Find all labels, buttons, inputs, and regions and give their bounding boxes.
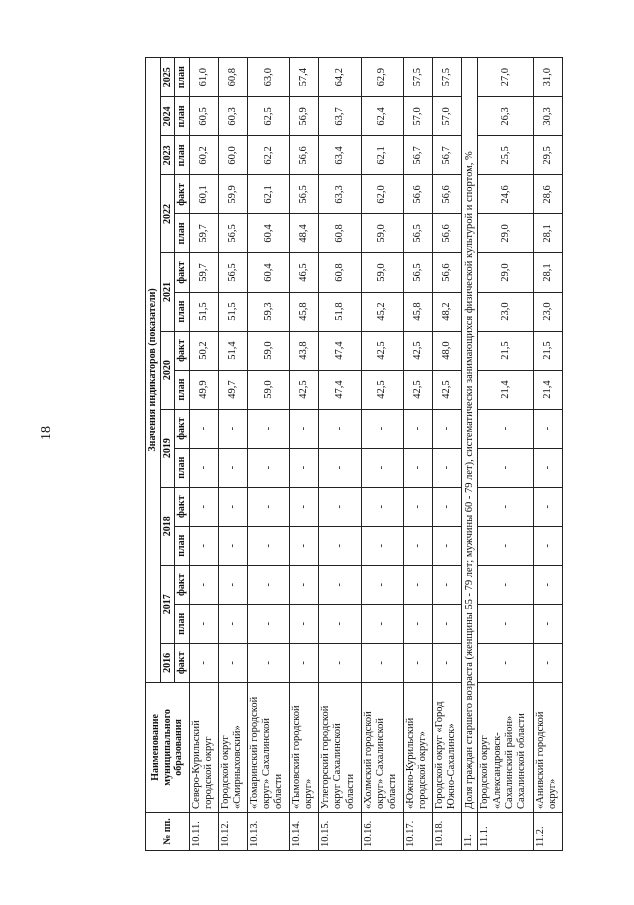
header-subcolumn: факт xyxy=(175,175,190,214)
municipality-name: Углегорский городской округ Сахалинской области xyxy=(319,682,361,812)
value-cell: - xyxy=(290,643,319,682)
value-cell: 42,5 xyxy=(403,331,432,370)
value-cell: - xyxy=(433,409,462,448)
value-cell: 60,5 xyxy=(189,97,218,136)
value-cell: - xyxy=(478,487,533,526)
value-cell: 60,8 xyxy=(319,214,361,253)
header-year: 2018 xyxy=(160,487,175,565)
municipality-name: Городской округ «Смирныховский» xyxy=(218,682,247,812)
value-cell: 56,6 xyxy=(403,175,432,214)
header-year: 2019 xyxy=(160,409,175,487)
value-cell: - xyxy=(247,604,289,643)
value-cell: 56,6 xyxy=(433,253,462,292)
value-cell: - xyxy=(478,565,533,604)
value-cell: - xyxy=(361,565,403,604)
value-cell: 50,2 xyxy=(189,331,218,370)
value-cell: - xyxy=(403,526,432,565)
value-cell: - xyxy=(319,604,361,643)
table-row xyxy=(361,58,403,851)
value-cell: 49,9 xyxy=(189,370,218,409)
value-cell: - xyxy=(433,487,462,526)
value-cell: 21,4 xyxy=(533,370,562,409)
value-cell: - xyxy=(247,487,289,526)
value-cell: 49,7 xyxy=(218,370,247,409)
value-cell: 56,5 xyxy=(403,253,432,292)
value-cell: - xyxy=(290,526,319,565)
municipality-name: «Томаринский городской округ» Сахалинской области xyxy=(247,682,289,812)
value-cell: 56,9 xyxy=(290,97,319,136)
value-cell: - xyxy=(533,643,562,682)
value-cell: 45,2 xyxy=(361,292,403,331)
value-cell: - xyxy=(478,409,533,448)
value-cell: 48,2 xyxy=(433,292,462,331)
value-cell: 62,0 xyxy=(361,175,403,214)
value-cell: - xyxy=(290,565,319,604)
value-cell: 21,4 xyxy=(478,370,533,409)
value-cell: - xyxy=(478,448,533,487)
value-cell: - xyxy=(319,409,361,448)
header-year: 2025 xyxy=(160,58,175,97)
header-subcolumn: факт xyxy=(175,565,190,604)
value-cell: - xyxy=(403,448,432,487)
value-cell: 27,0 xyxy=(478,58,533,97)
table-header xyxy=(146,58,190,851)
value-cell: 23,0 xyxy=(533,292,562,331)
header-year: 2023 xyxy=(160,136,175,175)
value-cell: 64,2 xyxy=(319,58,361,97)
value-cell: - xyxy=(533,409,562,448)
value-cell: 56,5 xyxy=(403,214,432,253)
value-cell: 59,0 xyxy=(361,214,403,253)
value-cell: 57,4 xyxy=(290,58,319,97)
municipality-name: «Анивский городской округ» xyxy=(533,682,562,812)
header-subcolumn: факт xyxy=(175,643,190,682)
value-cell: - xyxy=(189,526,218,565)
value-cell: - xyxy=(247,643,289,682)
table-row xyxy=(533,58,562,851)
value-cell: 57,0 xyxy=(433,97,462,136)
value-cell: 60,4 xyxy=(247,214,289,253)
row-number: 10.18. xyxy=(433,812,462,850)
value-cell: 60,8 xyxy=(319,253,361,292)
value-cell: - xyxy=(433,604,462,643)
value-cell: - xyxy=(218,526,247,565)
value-cell: 21,5 xyxy=(478,331,533,370)
value-cell: 29,0 xyxy=(478,214,533,253)
header-subcolumn: факт xyxy=(175,409,190,448)
value-cell: 48,4 xyxy=(290,214,319,253)
rotated-table-container xyxy=(145,57,563,851)
value-cell: 62,1 xyxy=(247,175,289,214)
value-cell: - xyxy=(533,604,562,643)
value-cell: 51,5 xyxy=(218,292,247,331)
header-subcolumn: план xyxy=(175,136,190,175)
value-cell: 45,8 xyxy=(290,292,319,331)
header-subcolumn: план xyxy=(175,448,190,487)
value-cell: 59,0 xyxy=(247,370,289,409)
header-year: 2016 xyxy=(160,643,175,682)
value-cell: - xyxy=(247,565,289,604)
municipality-name: «Южно-Курильский городской округ» xyxy=(403,682,432,812)
value-cell: - xyxy=(319,448,361,487)
value-cell: 23,0 xyxy=(478,292,533,331)
value-cell: 60,3 xyxy=(218,97,247,136)
value-cell: - xyxy=(361,526,403,565)
value-cell: - xyxy=(290,604,319,643)
value-cell: 59,9 xyxy=(218,175,247,214)
value-cell: 63,0 xyxy=(247,58,289,97)
value-cell: 62,5 xyxy=(247,97,289,136)
value-cell: - xyxy=(433,643,462,682)
header-subcolumn: план xyxy=(175,292,190,331)
value-cell: - xyxy=(533,526,562,565)
value-cell: - xyxy=(361,409,403,448)
header-values-group: Значения индикаторов (показатели) xyxy=(146,58,161,683)
value-cell: 31,0 xyxy=(533,58,562,97)
row-number: 10.15. xyxy=(319,812,361,850)
value-cell: 42,5 xyxy=(403,370,432,409)
value-cell: - xyxy=(290,448,319,487)
value-cell: - xyxy=(361,643,403,682)
header-subcolumn: план xyxy=(175,97,190,136)
value-cell: - xyxy=(319,643,361,682)
value-cell: - xyxy=(247,448,289,487)
header-year: 2021 xyxy=(160,253,175,331)
value-cell: - xyxy=(290,409,319,448)
header-subcolumn: план xyxy=(175,58,190,97)
value-cell: 61,0 xyxy=(189,58,218,97)
value-cell: - xyxy=(189,487,218,526)
value-cell: - xyxy=(218,604,247,643)
value-cell: - xyxy=(433,448,462,487)
value-cell: - xyxy=(189,448,218,487)
value-cell: 21,5 xyxy=(533,331,562,370)
municipality-name: «Тымовский городской округ» xyxy=(290,682,319,812)
municipality-name: «Холмский городской округ» Сахалинской области xyxy=(361,682,403,812)
value-cell: 28,6 xyxy=(533,175,562,214)
value-cell: 62,4 xyxy=(361,97,403,136)
value-cell: - xyxy=(533,565,562,604)
value-cell: 56,6 xyxy=(433,175,462,214)
value-cell: 42,5 xyxy=(361,331,403,370)
value-cell: 29,0 xyxy=(478,253,533,292)
table-row xyxy=(403,58,432,851)
value-cell: - xyxy=(319,526,361,565)
value-cell: 56,5 xyxy=(290,175,319,214)
row-number: 11. xyxy=(462,812,478,850)
municipality-name: Городской округ «Александровск-Сахалинский район» Сахалинской области xyxy=(478,682,533,812)
value-cell: 63,4 xyxy=(319,136,361,175)
value-cell: - xyxy=(478,604,533,643)
section-title: Доля граждан старшего возраста (женщины 55 - 79 лет; мужчины 60 - 79 лет), систематически занимающихся физической культурой и спортом, % xyxy=(462,58,478,813)
row-number: 11.2. xyxy=(533,812,562,850)
table-row xyxy=(290,58,319,851)
value-cell: - xyxy=(361,448,403,487)
value-cell: - xyxy=(361,604,403,643)
header-number: № пп. xyxy=(146,812,190,850)
value-cell: 51,5 xyxy=(189,292,218,331)
value-cell: 28,1 xyxy=(533,253,562,292)
table-row xyxy=(247,58,289,851)
value-cell: 56,6 xyxy=(290,136,319,175)
value-cell: 45,8 xyxy=(403,292,432,331)
header-year: 2024 xyxy=(160,97,175,136)
value-cell: 42,5 xyxy=(361,370,403,409)
value-cell: - xyxy=(218,565,247,604)
header-subcolumn: план xyxy=(175,604,190,643)
value-cell: 60,1 xyxy=(189,175,218,214)
value-cell: - xyxy=(189,604,218,643)
value-cell: 63,3 xyxy=(319,175,361,214)
value-cell: 57,0 xyxy=(403,97,432,136)
value-cell: - xyxy=(478,526,533,565)
value-cell: 60,4 xyxy=(247,253,289,292)
header-year: 2020 xyxy=(160,331,175,409)
row-number: 11.1. xyxy=(478,812,533,850)
value-cell: 60,0 xyxy=(218,136,247,175)
value-cell: 56,7 xyxy=(433,136,462,175)
value-cell: - xyxy=(189,643,218,682)
table-body xyxy=(189,58,563,851)
value-cell: 29,5 xyxy=(533,136,562,175)
header-subcolumn: план xyxy=(175,214,190,253)
value-cell: 48,0 xyxy=(433,331,462,370)
value-cell: 63,7 xyxy=(319,97,361,136)
value-cell: 62,9 xyxy=(361,58,403,97)
value-cell: - xyxy=(218,643,247,682)
value-cell: - xyxy=(319,565,361,604)
value-cell: 62,2 xyxy=(247,136,289,175)
value-cell: 60,8 xyxy=(218,58,247,97)
value-cell: - xyxy=(247,526,289,565)
value-cell: - xyxy=(319,487,361,526)
header-subcolumn: факт xyxy=(175,253,190,292)
header-name: Наименование муниципального образования xyxy=(146,682,190,812)
value-cell: - xyxy=(403,487,432,526)
value-cell: 59,3 xyxy=(247,292,289,331)
row-number: 10.12. xyxy=(218,812,247,850)
value-cell: 51,4 xyxy=(218,331,247,370)
value-cell: 56,5 xyxy=(218,214,247,253)
value-cell: - xyxy=(433,565,462,604)
header-subcolumn: факт xyxy=(175,487,190,526)
row-number: 10.14. xyxy=(290,812,319,850)
value-cell: - xyxy=(189,409,218,448)
value-cell: 56,6 xyxy=(433,214,462,253)
table-row xyxy=(319,58,361,851)
municipality-name: Городской округ «Город Южно-Сахалинск» xyxy=(433,682,462,812)
value-cell: 56,5 xyxy=(218,253,247,292)
value-cell: 43,8 xyxy=(290,331,319,370)
value-cell: 51,8 xyxy=(319,292,361,331)
value-cell: 59,7 xyxy=(189,253,218,292)
value-cell: - xyxy=(218,448,247,487)
value-cell: - xyxy=(218,487,247,526)
value-cell: 57,5 xyxy=(403,58,432,97)
value-cell: 24,6 xyxy=(478,175,533,214)
municipality-name: Северо-Курильский городской округ xyxy=(189,682,218,812)
header-subcolumn: факт xyxy=(175,331,190,370)
value-cell: - xyxy=(478,643,533,682)
value-cell: 42,5 xyxy=(433,370,462,409)
header-year: 2017 xyxy=(160,565,175,643)
value-cell: - xyxy=(290,487,319,526)
header-subcolumn: план xyxy=(175,370,190,409)
value-cell: 57,5 xyxy=(433,58,462,97)
section-row xyxy=(462,58,478,851)
value-cell: - xyxy=(361,487,403,526)
indicators-table xyxy=(145,57,563,851)
value-cell: 46,5 xyxy=(290,253,319,292)
value-cell: 59,7 xyxy=(189,214,218,253)
value-cell: - xyxy=(533,448,562,487)
value-cell: 56,7 xyxy=(403,136,432,175)
value-cell: 59,0 xyxy=(361,253,403,292)
value-cell: - xyxy=(189,565,218,604)
value-cell: 59,0 xyxy=(247,331,289,370)
value-cell: - xyxy=(403,604,432,643)
value-cell: - xyxy=(433,526,462,565)
value-cell: 47,4 xyxy=(319,331,361,370)
value-cell: - xyxy=(533,487,562,526)
value-cell: - xyxy=(218,409,247,448)
row-number: 10.11. xyxy=(189,812,218,850)
table-row xyxy=(218,58,247,851)
value-cell: 25,5 xyxy=(478,136,533,175)
header-subcolumn: план xyxy=(175,526,190,565)
row-number: 10.13. xyxy=(247,812,289,850)
value-cell: - xyxy=(403,409,432,448)
table-row xyxy=(433,58,462,851)
value-cell: - xyxy=(403,565,432,604)
header-year: 2022 xyxy=(160,175,175,253)
value-cell: - xyxy=(247,409,289,448)
value-cell: 30,3 xyxy=(533,97,562,136)
row-number: 10.17. xyxy=(403,812,432,850)
value-cell: - xyxy=(403,643,432,682)
value-cell: 62,1 xyxy=(361,136,403,175)
value-cell: 26,3 xyxy=(478,97,533,136)
value-cell: 42,5 xyxy=(290,370,319,409)
value-cell: 60,2 xyxy=(189,136,218,175)
value-cell: 47,4 xyxy=(319,370,361,409)
table-row xyxy=(478,58,533,851)
value-cell: 28,1 xyxy=(533,214,562,253)
row-number: 10.16. xyxy=(361,812,403,850)
table-row xyxy=(189,58,218,851)
page-number: 18 xyxy=(39,426,54,440)
